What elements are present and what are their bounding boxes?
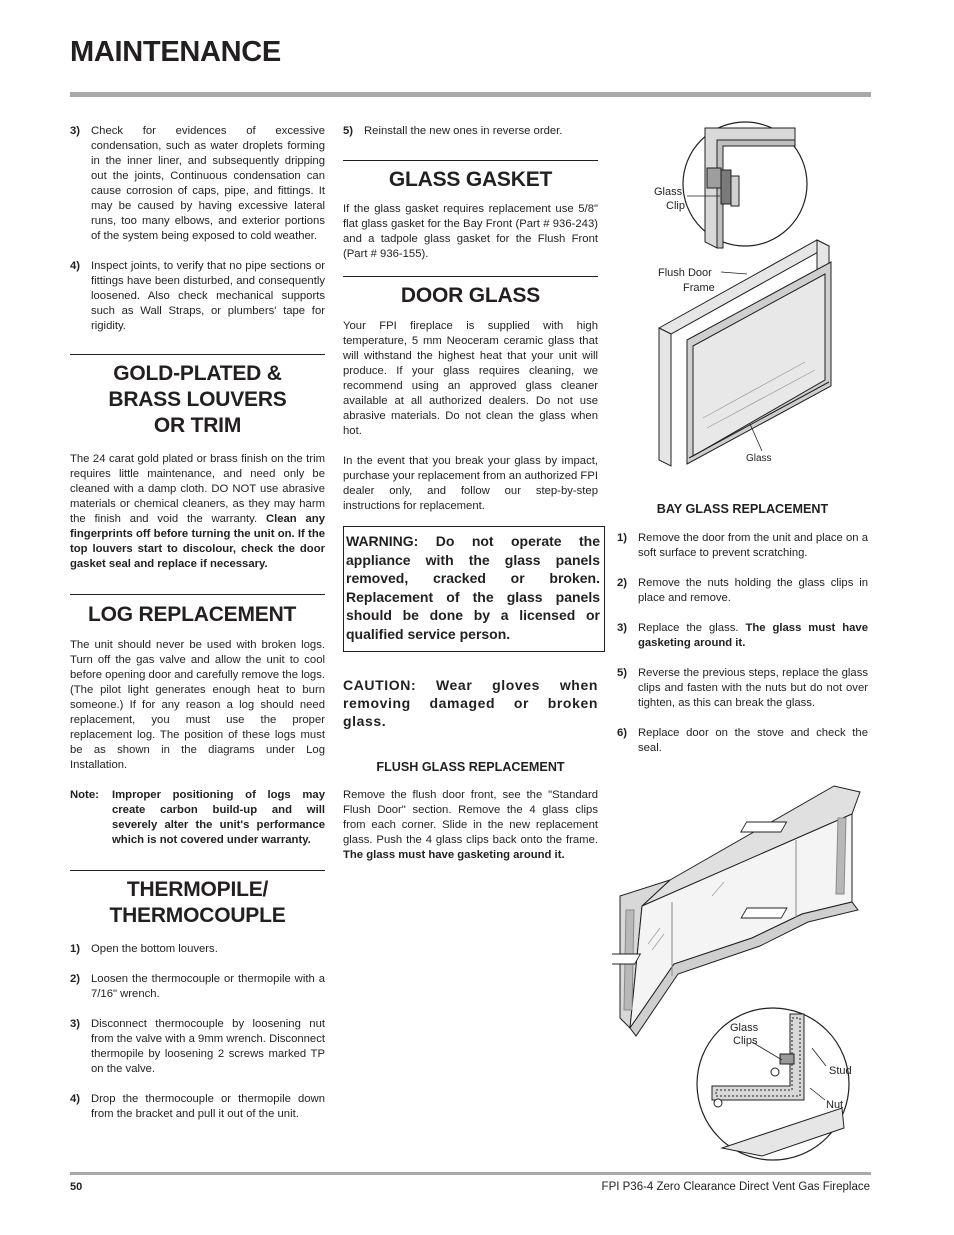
log-note: Note: Improper positioning of logs may create carbon build-up and will severely alter the unit's performance which is not covered under warranty. [70, 789, 325, 846]
list-item: 2) Loosen the thermocouple or thermopile with a 7/16" wrench. [70, 973, 325, 1000]
stud-label: Stud [829, 1065, 852, 1077]
list-item: 1) Open the bottom louvers. [70, 943, 218, 955]
section-heading-gasket: GLASS GASKET [388, 168, 553, 191]
caution-text: CAUTION: Wear gloves when removing damaged or broken glass. [343, 676, 598, 729]
section-divider [343, 276, 598, 277]
header-rule [70, 92, 871, 97]
column-3 [617, 502, 868, 756]
section-heading-gold: GOLD-PLATED & BRASS LOUVERS OR TRIM [108, 362, 287, 437]
list-item-text: Check for evidences of excessive condensation, such as water droplets forming in the inner liner, and subsequently dripping out the joints, Continuous condensation can cause corrosion of caps, pipe, and fittings. It may be caused by having excessive lateral runs, too many elbows, and exterior portions of the system being exposed to cold weather. [91, 125, 325, 242]
gold-paragraph: The 24 carat gold plated or brass finish on the trim requires little maintenance, and need only be cleaned with a damp cloth. DO NOT use abrasive materials or chemical cleaners, as they may harm the finish and void the warranty. Clean any fingerprints off before turning the unit on. If the top louvers start to discolour, check the door gasket seal and replace if necessary. [70, 453, 325, 570]
bay-glass-heading: BAY GLASS REPLACEMENT [656, 502, 829, 516]
log-paragraph: The unit should never be used with broken logs. Turn off the gas valve and allow the unit to cool before opening door and carefully remove the logs. (The pilot light generates enough heat to burn someone.) If for any reason a log should need replacement, you must use the proper replacement log. The position of these logs must be as shown in the diagrams under Log Installation. [70, 639, 325, 771]
footer-document-title: FPI P36-4 Zero Clearance Direct Vent Gas Fireplace [601, 1181, 870, 1193]
frame-label-2: Frame [683, 282, 715, 294]
gasket-paragraph: If the glass gasket requires replacement use 5/8" flat glass gasket for the Bay Front (Part # 936-243) and a tadpole glass gasket for the Flush Front (Part # 936-155). [343, 203, 598, 260]
door-glass-paragraph-2: In the event that you break your glass by impact, purchase your replacement from an authorized FPI dealer only, and follow our step-by-step instructions for replacement. [343, 455, 598, 512]
clips-label-1: Glass [730, 1022, 759, 1034]
door-glass-paragraph-1: Your FPI fireplace is supplied with high temperature, 5 mm Neoceram ceramic glass that will withstand the highest heat that your unit will produce. If your glass requires cleaning, we recommend using an approved glass cleaner available at all authorized dealers. Do not use abrasive materials. Do not clean the glass when hot. [343, 320, 598, 437]
list-item: 3) Check for evidences of excessive condensation, such as water droplets forming in the inner liner, and subsequently dripping out the joints, Continuous condensation can cause corrosion of caps, pipe, and fittings. It may be caused by having excessive lateral runs, too many elbows, and exterior portions of the system being exposed to cold weather. [70, 125, 325, 242]
section-divider [70, 354, 325, 355]
glass-clip-label-2: Clip [666, 200, 685, 212]
clips-label-2: Clips [733, 1035, 758, 1047]
nut-icon [714, 1099, 722, 1107]
list-item: 5) Reverse the previous steps, replace the glass clips and fasten with the nuts but do not over tighten, as this can break the glass. [617, 667, 868, 709]
stud-icon [771, 1068, 779, 1076]
section-heading-thermo: THERMOPILE/ THERMOCOUPLE [109, 878, 286, 927]
list-item: 3) Disconnect thermocouple by loosening nut from the valve with a 9mm wrench. Disconnect thermopile by loosening 2 screws marked TP on the valve. [70, 1018, 325, 1075]
glass-label: Glass [746, 453, 772, 464]
list-item-text: Inspect joints, to verify that no pipe sections or fittings have been disturbed, and consequently loosened. Also check mechanical supports such as Wall Straps, or plumbers' tape for rigidity. [91, 260, 325, 332]
section-heading-door-glass: DOOR GLASS [400, 284, 541, 307]
glass-clip-label-1: Glass [654, 186, 683, 198]
footer-rule [70, 1172, 871, 1175]
list-item: 4) Inspect joints, to verify that no pipe sections or fittings have been disturbed, and consequently loosened. Also check mechanical supports such as Wall Straps, or plumbers' tape for rigidity. [70, 260, 325, 332]
column-1 [70, 124, 325, 1122]
nut-label: Nut [826, 1099, 844, 1111]
section-heading-log: LOG REPLACEMENT [88, 603, 297, 626]
list-item: 3) Replace the glass. The glass must have gasketing around it. [617, 622, 868, 649]
list-item: 5) Reinstall the new ones in reverse order. [343, 125, 563, 137]
section-divider [70, 594, 325, 595]
column-2 [343, 124, 598, 863]
page-title: MAINTENANCE [70, 36, 281, 68]
list-item: 2) Remove the nuts holding the glass clips in place and remove. [617, 577, 868, 604]
list-item: 1) Remove the door from the unit and place on a soft surface to prevent scratching. [617, 532, 868, 559]
section-divider [343, 160, 598, 161]
list-item: 4) Drop the thermocouple or thermopile down from the bracket and pull it out of the unit. [70, 1093, 325, 1120]
flush-glass-heading: FLUSH GLASS REPLACEMENT [376, 759, 565, 774]
bay-door-illustration [612, 778, 870, 1168]
flush-door-frame-illustration [617, 118, 871, 478]
page-number: 50 [70, 1181, 83, 1193]
list-item: 6) Replace door on the stove and check the seal. [617, 727, 868, 754]
warning-box: WARNING: Do not operate the appliance with the glass panels removed, cracked or broken. Replacement of the glass panels should be done by a licensed or qualified service person. [343, 526, 605, 652]
section-divider [70, 870, 325, 871]
frame-label-1: Flush Door [658, 267, 712, 279]
flush-glass-paragraph: Remove the flush door front, see the "Standard Flush Door" section. Remove the 4 glass clips from each corner. Slide in the new replacement glass. Push the 4 glass clips back onto the frame. The glass must have gasketing around it. [343, 788, 598, 861]
